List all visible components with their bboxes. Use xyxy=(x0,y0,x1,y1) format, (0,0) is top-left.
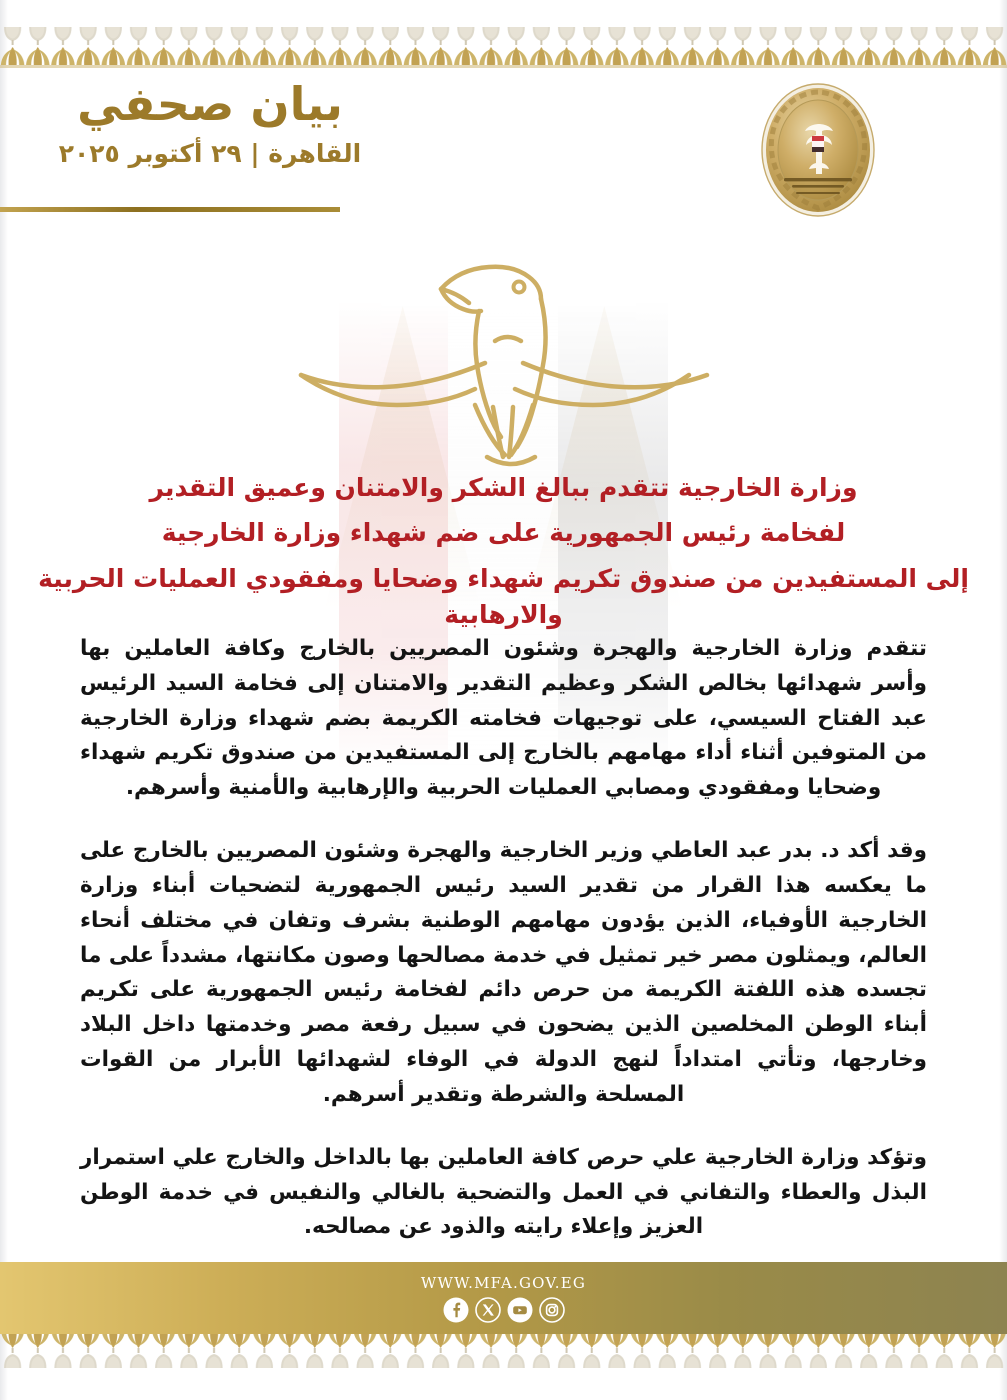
header-text-block xyxy=(0,78,420,169)
footer-band xyxy=(0,1262,1007,1334)
headline-line-1: وزارة الخارجية تتقدم ببالغ الشكر والامتنان وعميق التقدير xyxy=(149,473,858,502)
page-title: بيان صحفي xyxy=(77,77,343,131)
ministry-seal-logo xyxy=(752,80,884,220)
dateline: القاهرة | ٢٩ أكتوبر ٢٠٢٥ xyxy=(58,138,362,168)
body-paragraph-1: تتقدم وزارة الخارجية والهجرة وشئون المصريين بالخارج وكافة العاملين بها وأسر شهدائها بخالص الشكر وعظيم التقدير والامتنان إلى فخامة السيد الرئيس عبد الفتاح السيسي، على توجيهات فخامته الكريمة بضم شهداء وزارة الخارجية من المتوفين أثناء أداء مهامهم بالخارج إلى المستفيدين من صندوق تكريم شهداء وضحايا ومفقودي ومصابي العمليات الحربية والإرهابية والأمنية وأسرهم. xyxy=(80,636,927,801)
x-twitter-icon[interactable] xyxy=(475,1297,501,1323)
social-links-row xyxy=(443,1297,565,1323)
facebook-icon[interactable] xyxy=(443,1297,469,1323)
youtube-icon[interactable] xyxy=(507,1297,533,1323)
body-content xyxy=(0,632,1007,1245)
lotus-border-top xyxy=(0,22,1007,68)
instagram-icon[interactable] xyxy=(539,1297,565,1323)
headline-block xyxy=(0,470,1007,642)
headline-line-3: إلى المستفيدين من صندوق تكريم شهداء وضحايا ومفقودي العمليات الحربية والارهابية xyxy=(38,563,969,629)
eagle-of-saladin-emblem xyxy=(289,245,719,485)
body-paragraph-3: وتؤكد وزارة الخارجية علي حرص كافة العاملين بها بالداخل والخارج علي استمرار البذل والعطاء والتفاني في العمل والتضحية بالغالي والنفيس في خدمة الوطن العزيز وإعلاء رايته والذود عن مصالحه. xyxy=(80,1144,927,1240)
website-url[interactable]: WWW.MFA.GOV.EG xyxy=(420,1273,587,1292)
body-paragraph-2: وقد أكد د. بدر عبد العاطي وزير الخارجية والهجرة وشئون المصريين بالخارج على ما يعكسه هذا القرار من تقدير السيد رئيس الجمهورية لتضحيات أبناء وزارة الخارجية الأوفياء، الذين يؤدون مهامهم الوطنية بشرف وتفان في مختلف أنحاء العالم، ويمثلون مصر خير تمثيل في خدمة مصالحها وصون مكانتها، مشدداً على ما تجسده هذه اللفتة الكريمة من حرص دائم لفخامة رئيس الجمهورية على تكريم أبناء الوطن المخلصين الذين يضحون في سبيل رفعة مصر وخدمتها داخل البلاد وخارجها، وتأتي امتداداً لنهج الدولة في الوفاء لشهدائها الأبرار من القوات المسلحة والشرطة وتقدير أسرهم. xyxy=(80,838,927,1107)
headline-line-2: لفخامة رئيس الجمهورية على ضم شهداء وزارة الخارجية xyxy=(161,518,846,548)
header-gold-divider xyxy=(0,207,340,212)
